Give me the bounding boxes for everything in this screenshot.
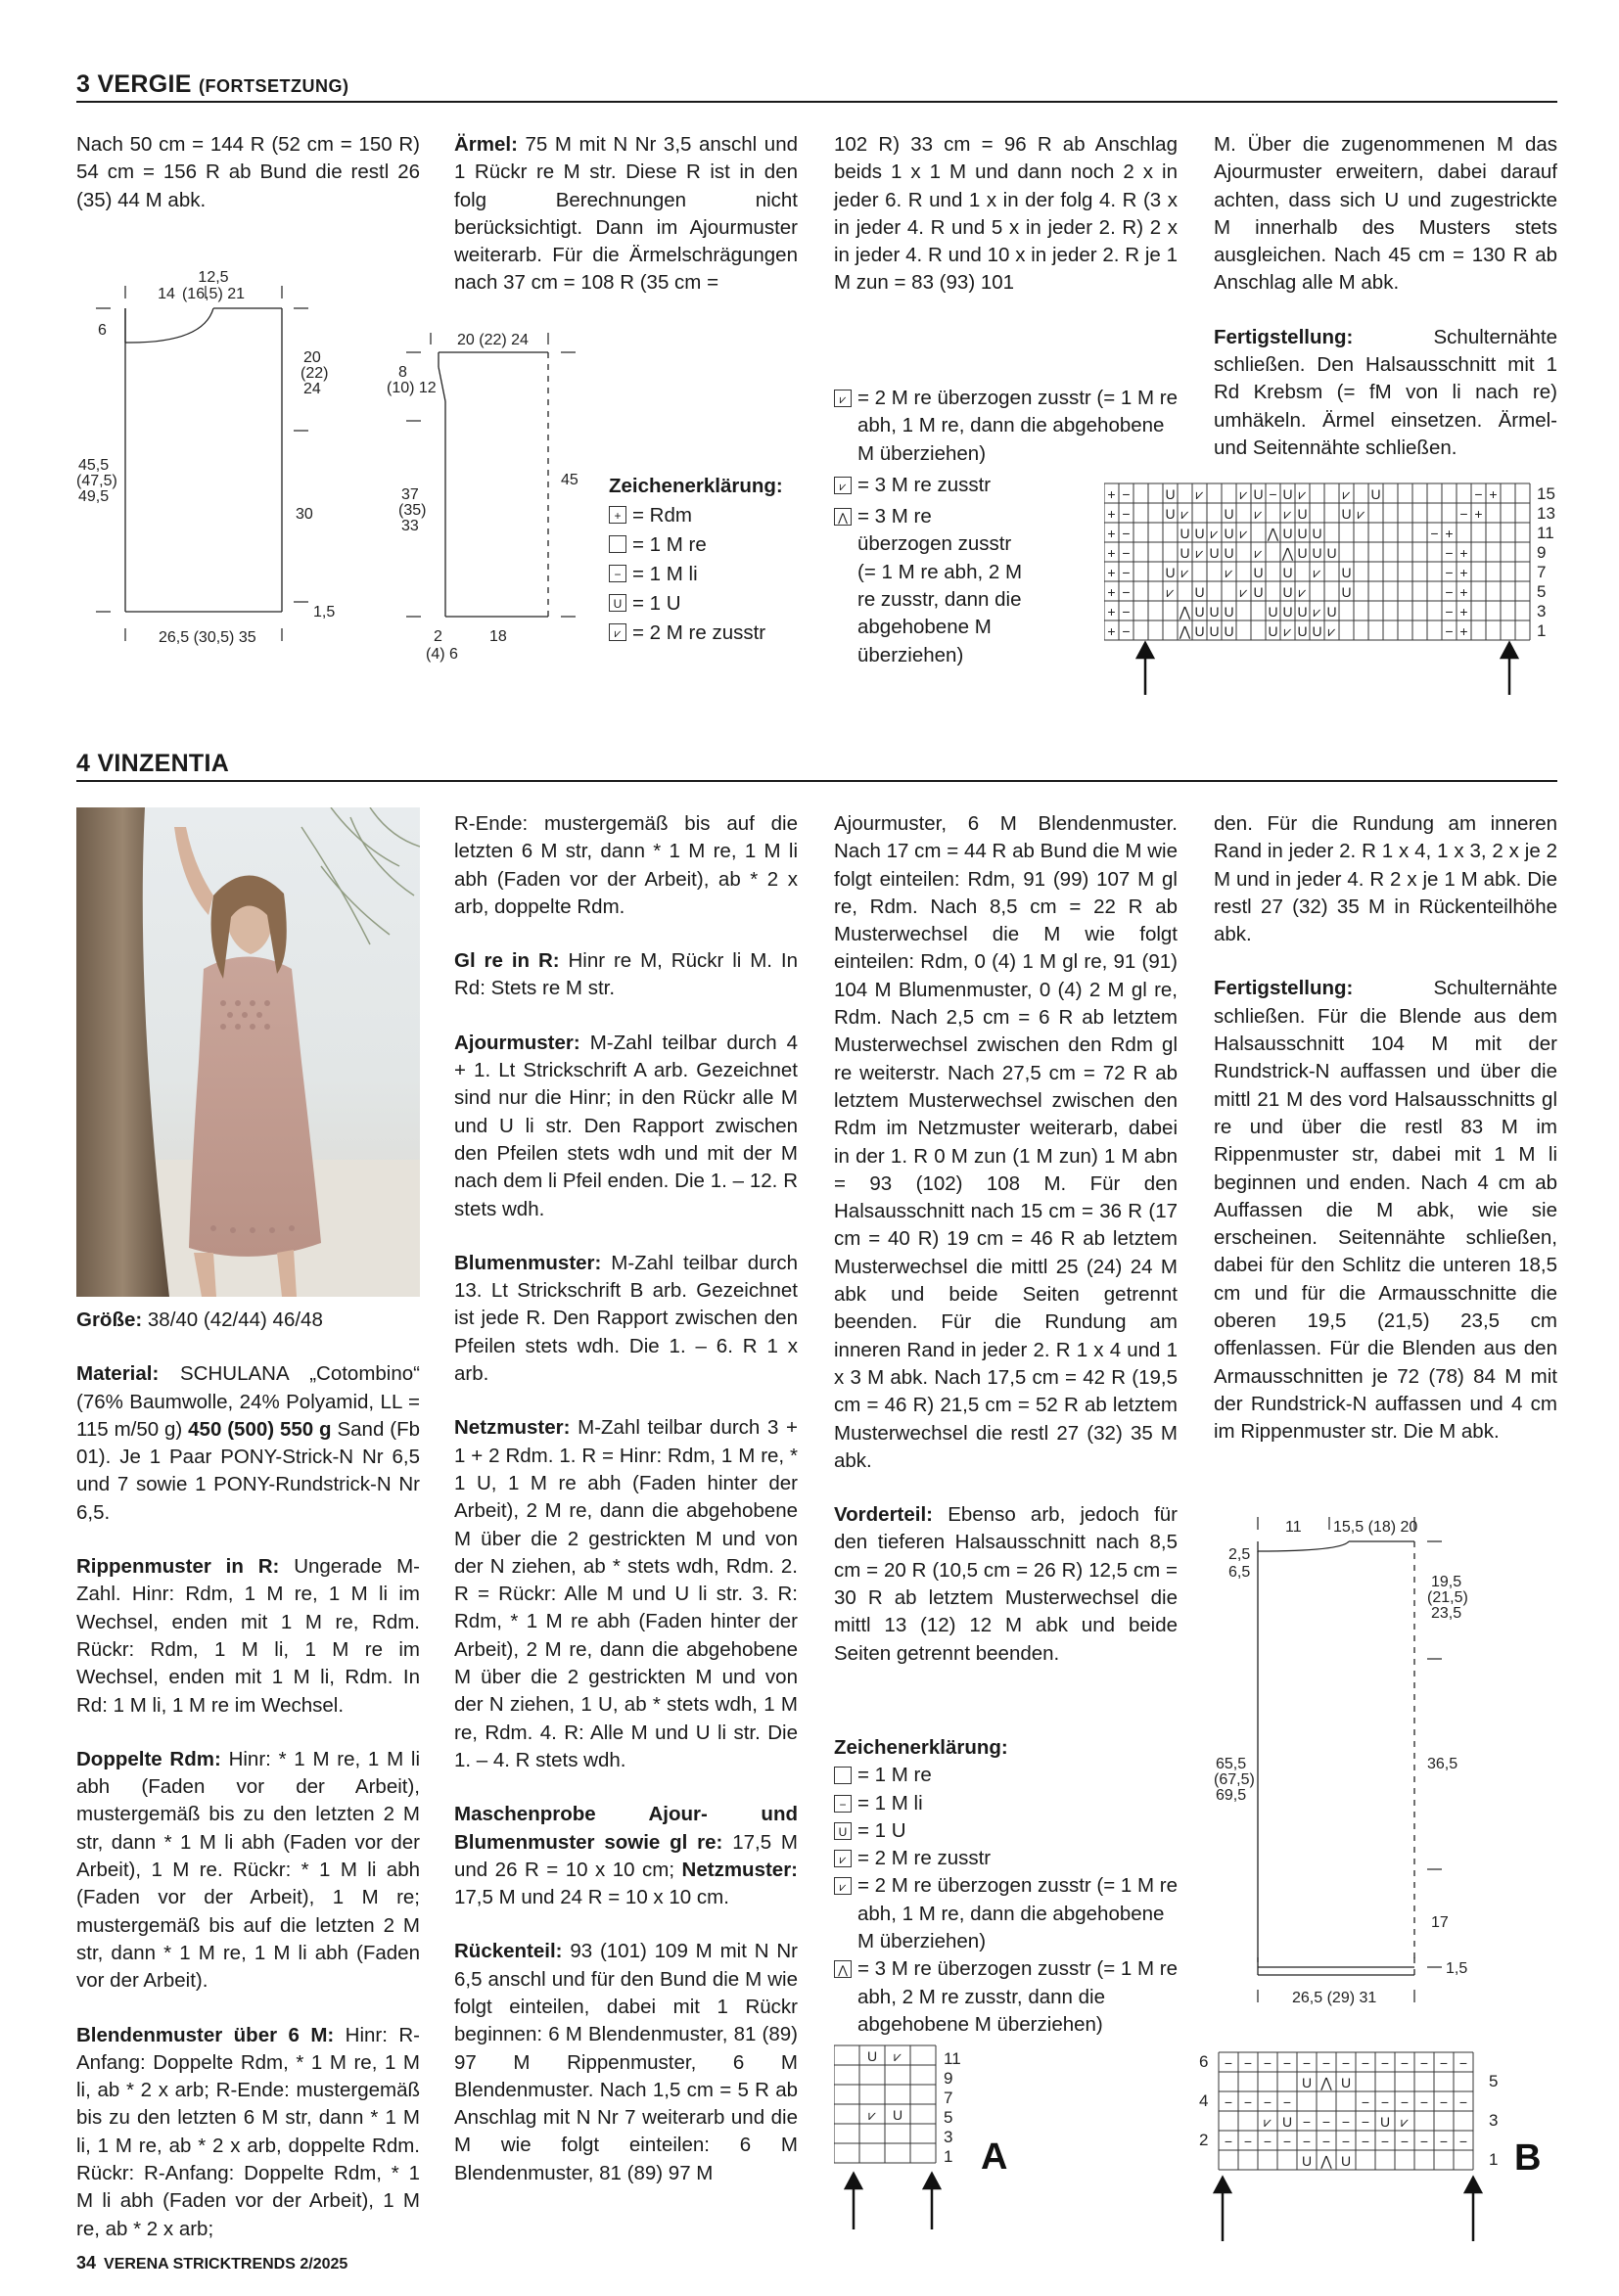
stitch-symbol: + <box>1459 545 1468 561</box>
legend-item: = 3 M re zusstr <box>857 473 992 496</box>
k2tog-icon: ⩗ <box>609 623 626 641</box>
stitch-symbol: ⩗ <box>1264 2114 1272 2130</box>
dim: 45,5 <box>78 457 110 474</box>
row-number: 1 <box>1537 621 1547 640</box>
stitch-symbol: ⩗ <box>1195 545 1204 561</box>
stitch-symbol: − <box>1380 2094 1390 2110</box>
dim: 1,5 <box>313 604 336 620</box>
purl-icon: − <box>834 1795 852 1813</box>
s4-legend <box>834 1734 1179 2039</box>
dim: (47,5) <box>76 473 117 489</box>
dim: 1,5 <box>1446 1960 1468 1977</box>
s4-col3: Ajourmuster, 6 M Blendenmuster. Nach 17 cm = 44 R ab Bund die M wie folgt einteilen: Rdm, 91 (99) 107 M gl re, Rdm. Nach 8,5 cm = 22 R ab Musterwechsel die M wie folgt einteilen: Rdm, 0 (4) 1 M gl re, 91 (91) 104 M Blumenmuster, 0 (4) 2 M gl re, Rdm. Nach 2,5 cm = 6 R ab letztem Musterwechsel zwischen den Rdm gl re weiterstr. Nach 27,5 cm = 72 R ab letztem Musterwechsel zwischen den Rdm im Netzmuster weiterarb, dabei in der 1. R 0 M zun (1 M zun) 1 M abn = 93 (102) 108 M. Für den Halsausschnitt nach 15 cm = 36 R (17 cm = 40 R) 19 cm = 46 R ab letztem Musterwechsel die mittl 25 (24) 24 M abk und beide Seiten getrennt beenden. Für die Rundung am inneren Rand in jeder 2. R 1 x 4 und 1 x 3 M abk. Nach 17,5 cm = 42 R (19,5 cm = 46 R) 21,5 cm = 52 R ab letztem Musterwechsel die restl 27 (32) 35 M abk. Vorderteil: Ebenso arb, jedoch für den tieferen Halsausschnitt nach 8,5 cm = 20 R (10,5 cm = 26 R) 12,5 cm = 30 R ab letztem Musterwechsel die mittl 13 (12) 12 M abk und beide Seiten getrennt beenden. <box>834 812 1178 1665</box>
stitch-symbol: − <box>1380 2134 1390 2149</box>
stitch-symbol: − <box>1380 2055 1390 2071</box>
stitch-symbol: − <box>1400 2094 1410 2110</box>
stitch-symbol: − <box>1361 2134 1370 2149</box>
s4-body-diagram <box>1214 1512 1537 1962</box>
row-number: 5 <box>944 2108 953 2127</box>
dim: 33 <box>401 518 419 534</box>
stitch-symbol: − <box>1445 623 1454 639</box>
stitch-symbol: U <box>1194 584 1205 600</box>
stitch-symbol: ⩗ <box>1298 486 1307 502</box>
legend-item: = 2 M re zusstr <box>857 1847 992 1870</box>
dim: (67,5) <box>1214 1771 1255 1788</box>
stitch-symbol: − <box>1122 604 1131 620</box>
stitch-symbol: U <box>1165 486 1176 502</box>
stitch-symbol: − <box>1474 486 1483 502</box>
row-number: 11 <box>1537 524 1554 542</box>
stitch-symbol: ⩗ <box>1180 565 1189 580</box>
stitch-symbol: U <box>1301 2153 1313 2169</box>
dim: 36,5 <box>1427 1756 1458 1772</box>
stitch-symbol: U <box>1282 565 1293 580</box>
dim: 24 <box>303 381 321 397</box>
stitch-symbol: U <box>1209 604 1220 620</box>
stitch-symbol: ⩗ <box>1254 506 1263 522</box>
stitch-symbol: ⩗ <box>894 2048 902 2064</box>
stitch-symbol: + <box>1459 623 1468 639</box>
stitch-symbol: ⩗ <box>1239 584 1248 600</box>
stitch-symbol: − <box>1122 526 1131 541</box>
stitch-symbol: − <box>1122 506 1131 522</box>
stitch-symbol: ⩗ <box>868 2107 876 2123</box>
stitch-symbol: ⋀ <box>1281 545 1294 561</box>
stitch-symbol: − <box>1445 545 1454 561</box>
section-rule <box>76 780 1557 782</box>
stitch-symbol: − <box>1269 486 1277 502</box>
stitch-symbol: − <box>1302 2055 1312 2071</box>
stitch-symbol: U <box>1297 545 1308 561</box>
stitch-symbol: − <box>1224 2055 1233 2071</box>
stitch-symbol: − <box>1263 2134 1272 2149</box>
stitch-symbol: U <box>1297 506 1308 522</box>
stitch-symbol: − <box>1419 2134 1429 2149</box>
stitch-symbol: − <box>1224 2134 1233 2149</box>
stitch-symbol: − <box>1458 2094 1468 2110</box>
yarn-over-icon: U <box>609 594 626 612</box>
stitch-symbol: − <box>1430 526 1439 541</box>
legend-item: = 1 M li <box>632 563 698 585</box>
stitch-symbol: U <box>1253 486 1264 502</box>
sk2p-icon: ⋀ <box>834 508 852 526</box>
row-number: 5 <box>1537 582 1547 601</box>
dim: 69,5 <box>1216 1787 1247 1804</box>
stitch-symbol: − <box>1302 2134 1312 2149</box>
stitch-symbol: + <box>1107 506 1116 522</box>
sk2p-icon: ⋀ <box>834 1960 852 1978</box>
stitch-symbol: ⩗ <box>1225 565 1233 580</box>
dim: 37 <box>401 486 419 503</box>
stitch-symbol: + <box>1107 623 1116 639</box>
stitch-symbol: + <box>1107 604 1116 620</box>
stitch-symbol: ⩗ <box>1342 486 1351 502</box>
stitch-symbol: ⩗ <box>1210 526 1219 541</box>
stitch-symbol: U <box>1224 604 1234 620</box>
stitch-symbol: U <box>1281 2114 1293 2130</box>
stitch-symbol: ⩗ <box>1357 506 1365 522</box>
stitch-symbol: − <box>1263 2094 1272 2110</box>
magazine-name: VERENA STRICKTRENDS 2/2025 <box>104 2256 348 2273</box>
dim: 26,5 (29) 31 <box>1292 1990 1377 2006</box>
row-number: 13 <box>1537 504 1555 523</box>
stitch-symbol: ⩗ <box>1283 506 1292 522</box>
dim: (35) <box>398 502 427 519</box>
stitch-symbol: − <box>1263 2055 1272 2071</box>
model-photo <box>76 807 420 1297</box>
legend-item: = 1 U <box>857 1818 906 1842</box>
stitch-symbol: U <box>1341 584 1352 600</box>
chart-a <box>834 2043 1040 2249</box>
dim: 45 <box>561 472 578 488</box>
stitch-symbol: − <box>1122 623 1131 639</box>
stitch-symbol: − <box>1243 2134 1253 2149</box>
stitch-symbol: − <box>1439 2094 1449 2110</box>
stitch-symbol: − <box>1341 2114 1351 2130</box>
stitch-symbol: − <box>1282 2055 1292 2071</box>
stitch-symbol: − <box>1361 2114 1370 2130</box>
stitch-symbol: U <box>1282 604 1293 620</box>
stitch-symbol: U <box>892 2107 903 2123</box>
stitch-symbol: U <box>1224 623 1234 639</box>
stitch-symbol: U <box>1194 526 1205 541</box>
stitch-symbol: − <box>1445 565 1454 580</box>
stitch-symbol: ⋀ <box>1179 623 1191 639</box>
chart-b <box>1199 2050 1561 2256</box>
stitch-symbol: − <box>1243 2094 1253 2110</box>
stitch-symbol: ⋀ <box>1179 604 1191 620</box>
stitch-symbol: − <box>1361 2055 1370 2071</box>
s4-col2: R-Ende: mustergemäß bis auf die letzten 6 M str, dann * 1 M re, 1 M li abh (Faden vor der Arbeit), ab * 2 x arb, doppelte Rdm. Gl re in R: Hinr re M, Rückr li M. In Rd: Stets re M str. Ajourmuster: M-Zahl teilbar durch 4 + 1. Lt Strickschrift A arb. Gezeichnet sind nur die Hinr; in den Rückr alle M und U li str. Den Rapport zwischen den Pfeilen stets wdh und mit der M nach dem li Pfeil enden. Die 1. – 12. R stets wdh. Blumenmuster: M-Zahl teilbar durch 13. Lt Strickschrift B arb. Gezeichnet ist jede R. Den Rapport zwischen den Pfeilen stets wdh. Die 1. – 6. R 1 x arb. Netzmuster: M-Zahl teilbar durch 3 + 1 + 2 Rdm. 1. R = Hinr: Rdm, 1 M re, * 1 U, 1 M re abh (Faden hinter der Arbeit), 2 M re, dann die abgehobene M über die 2 gestrickten M und von der N ziehen, ab * stets wdh, Rdm. 2. R = Rückr: Alle M und U li str. 3. R: Rdm, * 1 M re abh (Faden hinter der Arbeit), 2 M re, dann die abgehobene M über die 2 gestrickten M und von der N ziehen, 1 U, ab * stets wdh, 1 M re, Rdm. 4. R: Alle M und U li str. Die 1. – 4. R stets wdh. Maschenprobe Ajour- und Blumenmuster sowie gl re: 17,5 M und 26 R = 10 x 10 cm; Netzmuster: 17,5 M und 24 R = 10 x 10 cm. Rückenteil: 93 (101) 109 M mit N Nr 6,5 anschl und für den Bund die M wie folgt einteilen, dabei mit 1 Rückr beginnen: 6 M Blendenmuster, 81 (89) 97 M Rippenmuster, 6 M Blendenmuster. Nach 1,5 cm = 5 R ab Anschlag mit N Nr 7 weiterarb und die M wie folgt einteilen: 6 M Blendenmuster, 81 (89) 97 M <box>454 812 798 2184</box>
s4-col4: den. Für die Rundung am inneren Rand in jeder 2. R 1 x 4, 1 x 3, 2 x je 2 M und in jeder 4. R 2 x je 1 M abk. Die restl 27 (32) 35 M in Rückenteilhöhe abk. Fertigstellung: Schulternähte schließen. Für die Blende aus dem Halsausschnitt 104 M mit der Rundstrick-N auffassen und über die mittl 21 M des vord Halsausschnitts gl re und über die restl 83 M im Rippenmuster str, dabei mit 1 M li beginnen und enden. Nach 4 cm ab Auffassen die M abk, wie sie erscheinen. Seitennähte schließen, dabei für den Schlitz die unteren 18,5 cm und für die Armausschnitte die oberen 19,5 (21,5) 23,5 cm offenlassen. Für die Blenden aus den Armausschnitten je 72 (78) 84 M mit der Rundstrick-N auffassen und 4 cm im Rippenmuster str. Die M abk. <box>1214 812 1557 1444</box>
stitch-symbol: U <box>1312 526 1322 541</box>
dim: (16,5) 21 <box>181 286 246 302</box>
stitch-symbol: + <box>1107 565 1116 580</box>
stitch-symbol: ⩗ <box>1313 604 1321 620</box>
stitch-symbol: + <box>1474 506 1483 522</box>
stitch-symbol: − <box>1122 584 1131 600</box>
stitch-symbol: + <box>1107 486 1116 502</box>
legend-item: = 1 U <box>632 592 681 615</box>
stitch-symbol: − <box>1419 2094 1429 2110</box>
stitch-symbol: − <box>1458 2134 1468 2149</box>
stitch-symbol: + <box>1459 604 1468 620</box>
stitch-symbol: − <box>1459 506 1468 522</box>
s3-col4: M. Über die zugenommenen M das Ajourmuster erweitern, dabei darauf achten, dass sich U und zugestrickte M innerhalb des Musters stets ausgleichen. Nach 45 cm = 130 R ab Anschlag alle M abk. Fertigstellung: Schulternähte schließen. Den Halsausschnitt mit 1 Rd Krebsm (= fM von li nach re) umhäkeln. Ärmel einsetzen. Ärmel- und Seitennähte schließen. <box>1214 133 1557 459</box>
stitch-symbol: − <box>1341 2055 1351 2071</box>
stitch-symbol: − <box>1122 565 1131 580</box>
dim: 12,5 <box>198 269 229 286</box>
row-number: 7 <box>944 2089 953 2107</box>
dim: 14 <box>158 286 175 302</box>
s3-col1: Nach 50 cm = 144 R (52 cm = 150 R) 54 cm = 156 R ab Bund die restl 26 (35) 44 M abk. <box>76 133 420 211</box>
stitch-symbol: U <box>1268 604 1278 620</box>
dim: (10) 12 <box>387 380 437 396</box>
dim: 49,5 <box>78 488 110 505</box>
stitch-symbol: U <box>866 2048 878 2064</box>
section-title: 3 VERGIE (FORTSETZUNG) <box>76 70 349 98</box>
dim: 23,5 <box>1431 1605 1462 1622</box>
legend-title: Zeichenerklärung: <box>834 1736 1008 1759</box>
k2tog-icon: ⩗ <box>834 1850 852 1867</box>
section-title: 4 VINZENTIA <box>76 750 230 777</box>
stitch-symbol: U <box>1224 526 1234 541</box>
dim: 11 <box>1285 1519 1302 1536</box>
stitch-symbol: − <box>1361 2094 1370 2110</box>
ssk-icon: ⩗ <box>834 390 852 407</box>
dim: (21,5) <box>1427 1589 1468 1606</box>
dim: (22) <box>301 365 329 382</box>
stitch-symbol: + <box>1107 545 1116 561</box>
row-number: 4 <box>1199 2091 1209 2110</box>
stitch-symbol: − <box>1400 2134 1410 2149</box>
stitch-symbol: − <box>1445 604 1454 620</box>
stitch-symbol: ⩗ <box>1254 545 1263 561</box>
stitch-symbol: − <box>1122 486 1131 502</box>
section-rule <box>76 101 1557 103</box>
stitch-symbol: U <box>1165 506 1176 522</box>
stitch-symbol: U <box>1341 565 1352 580</box>
stitch-symbol: U <box>1297 623 1308 639</box>
stitch-symbol: ⩗ <box>1195 486 1204 502</box>
stitch-symbol: + <box>1459 565 1468 580</box>
stitch-symbol: ⩗ <box>1239 486 1248 502</box>
row-number: 3 <box>1537 602 1547 620</box>
dim: 17 <box>1431 1914 1449 1931</box>
s3-body-diagram <box>76 264 360 656</box>
stitch-symbol: U <box>1253 565 1264 580</box>
stitch-symbol: − <box>1282 2094 1292 2110</box>
stitch-symbol: U <box>1282 526 1293 541</box>
stitch-symbol: U <box>1340 2075 1352 2090</box>
legend-item: = 2 M re zusstr <box>632 621 766 644</box>
legend-item: = 1 M li <box>857 1791 923 1814</box>
stitch-symbol: U <box>1379 2114 1391 2130</box>
stitch-symbol: − <box>1282 2134 1292 2149</box>
stitch-symbol: − <box>1321 2114 1331 2130</box>
stitch-symbol: + <box>1445 526 1454 541</box>
row-number: 1 <box>1489 2150 1499 2169</box>
stitch-symbol: ⋀ <box>1267 526 1279 541</box>
s3-col2: Ärmel: 75 M mit N Nr 3,5 anschl und 1 Rückr re M str. Diese R ist in den folg Berechnungen nicht berücksichtigt. Dann im Ajourmuster weiterarb. Für die Ärmelschrägungen nach 37 cm = 108 R (35 cm = <box>454 133 798 295</box>
stitch-symbol: + <box>1459 584 1468 600</box>
dim: 20 <box>303 349 321 366</box>
dim: 2 <box>434 628 442 645</box>
legend-item: = 1 M re <box>857 1764 932 1787</box>
knit-icon <box>609 535 626 553</box>
stitch-symbol: + <box>1107 526 1116 541</box>
dim: 18 <box>489 628 507 645</box>
s3-sleeve-diagram <box>387 323 582 675</box>
dim: 19,5 <box>1431 1574 1462 1590</box>
yarn-over-icon: U <box>834 1822 852 1840</box>
stitch-symbol: ⩗ <box>1327 623 1336 639</box>
stitch-symbol: ⋀ <box>1320 2153 1332 2169</box>
row-number: 3 <box>944 2128 953 2146</box>
stitch-symbol: ⩗ <box>1166 584 1175 600</box>
stitch-symbol: ⩗ <box>1239 526 1248 541</box>
stitch-symbol: U <box>1312 545 1322 561</box>
stitch-symbol: U <box>1209 623 1220 639</box>
stitch-symbol: − <box>1321 2134 1331 2149</box>
k3tog-icon: ⩗ <box>834 477 852 494</box>
dim: 2,5 <box>1228 1546 1251 1563</box>
stitch-symbol: − <box>1341 2134 1351 2149</box>
stitch-symbol: U <box>1194 604 1205 620</box>
ssk-icon: ⩗ <box>834 1877 852 1895</box>
row-number: 15 <box>1537 484 1555 503</box>
row-number: 3 <box>1489 2111 1499 2130</box>
chart-label: A <box>981 2136 1008 2178</box>
row-number: 7 <box>1537 563 1547 581</box>
stitch-symbol: U <box>1224 506 1234 522</box>
dim: 30 <box>296 506 313 523</box>
page-footer <box>76 2253 347 2273</box>
stitch-symbol: U <box>1209 545 1220 561</box>
legend-item: = 1 M re <box>632 533 707 556</box>
stitch-symbol: − <box>1302 2114 1312 2130</box>
stitch-symbol: U <box>1224 545 1234 561</box>
row-number: 6 <box>1199 2052 1209 2071</box>
stitch-symbol: ⩗ <box>1283 623 1292 639</box>
dim: 15,5 (18) 20 <box>1333 1519 1418 1536</box>
stitch-symbol: − <box>1224 2094 1233 2110</box>
stitch-symbol: U <box>1180 526 1190 541</box>
stitch-symbol: U <box>1341 506 1352 522</box>
row-number: 5 <box>1489 2072 1499 2090</box>
row-number: 9 <box>1537 543 1547 562</box>
stitch-symbol: U <box>1326 545 1337 561</box>
edge-stitch-icon: + <box>609 506 626 524</box>
stitch-symbol: − <box>1458 2055 1468 2071</box>
legend-item: = 3 M re überzogen zusstr (= 1 M re abh, 2 M re zusstr, dann die abgehobene M überziehen) <box>857 1957 1178 2036</box>
stitch-symbol: − <box>1400 2055 1410 2071</box>
stitch-symbol: − <box>1243 2055 1253 2071</box>
legend-item: = Rdm <box>632 504 692 527</box>
stitch-symbol: ⩗ <box>1180 506 1189 522</box>
stitch-symbol: + <box>1489 486 1498 502</box>
stitch-symbol: U <box>1253 584 1264 600</box>
s3-col3: 102 R) 33 cm = 96 R ab Anschlag beids 1 x 1 M und dann noch 2 x in jeder 6. R und 1 x in der folg 4. R (3 x in jeder 4. R und 5 x in jeder 2. R) 2 x in jeder 4. R und 10 x in jeder 2. R je 1 M zun = 83 (93) 101 <box>834 133 1178 295</box>
stitch-symbol: − <box>1439 2055 1449 2071</box>
dim: (4) 6 <box>426 646 458 663</box>
stitch-symbol: U <box>1312 623 1322 639</box>
dim: 6,5 <box>1228 1564 1251 1581</box>
stitch-symbol: U <box>1282 584 1293 600</box>
stitch-symbol: + <box>1107 584 1116 600</box>
stitch-symbol: U <box>1180 545 1190 561</box>
chart-label: B <box>1514 2137 1542 2179</box>
dim: 8 <box>398 364 407 381</box>
legend-item: = 3 M re überzogen zusstr (= 1 M re abh, 2 M re zusstr, dann die abgehobene M überziehen) <box>857 505 1023 666</box>
purl-icon: − <box>609 565 626 582</box>
stitch-symbol: U <box>1370 486 1381 502</box>
dim: 6 <box>98 322 107 339</box>
stitch-symbol: − <box>1419 2055 1429 2071</box>
stitch-symbol: U <box>1297 526 1308 541</box>
row-number: 9 <box>944 2069 953 2088</box>
knit-icon <box>834 1767 852 1784</box>
stitch-symbol: U <box>1282 486 1293 502</box>
row-number: 2 <box>1199 2131 1209 2149</box>
stitch-symbol: U <box>1326 604 1337 620</box>
s4-col1: Größe: 38/40 (42/44) 46/48 Material: SCHULANA „Cotombino“ (76% Baumwolle, 24% Polyamid, LL = 115 m/50 g) 450 (500) 550 g Sand (Fb 01). Je 1 Paar PONY-Strick-N Nr 6,5 und 7 sowie 1 PONY-Rundstrick-N Nr 6,5. Rippenmuster in R: Ungerade M-Zahl. Hinr: Rdm, 1 M re, 1 M li im Wechsel, enden mit 1 M re, Rdm. Rückr: Rdm, 1 M li, 1 M re im Wechsel, enden mit 1 M li, Rdm. In Rd: 1 M li, 1 M re im Wechsel. Doppelte Rdm: Hinr: * 1 M re, 1 M li abh (Faden vor der Arbeit), mustergemäß bis zu den letzten 2 M str, dann * 1 M li abh (Faden vor der Arbeit), 1 M re. Rückr: * 1 M li abh (Faden vor der Arbeit), 1 M re; mustergemäß bis auf die letzten 2 M str, dann * 1 M re, 1 M li abh (Faden vor der Arbeit). Blendenmuster über 6 M: Hinr: R-Anfang: Doppelte Rdm, * 1 M re, 1 M li, ab * 2 x arb; R-Ende: mustergemäß bis zu den letzten 6 M str, dann * 1 M li, 1 M re, ab * 2 x arb, doppelte Rdm. Rückr: R-Anfang: Doppelte Rdm, * 1 M li abh (Faden vor der Arbeit), 1 M re, ab * 2 x arb; <box>76 1309 421 2240</box>
s4-body-diagram-bottom <box>1214 1957 1537 2016</box>
s3-stitch-chart <box>1104 482 1564 697</box>
dim: 26,5 (30,5) 35 <box>159 629 256 646</box>
stitch-symbol: U <box>1165 565 1176 580</box>
stitch-symbol: − <box>1321 2055 1331 2071</box>
legend-item: = 2 M re überzogen zusstr (= 1 M re abh, 1 M re, dann die abgehobene M überziehen) <box>857 387 1178 465</box>
stitch-symbol: ⩗ <box>1298 584 1307 600</box>
stitch-symbol: ⩗ <box>1401 2114 1409 2130</box>
row-number: 11 <box>944 2049 961 2068</box>
stitch-symbol: ⋀ <box>1320 2075 1332 2090</box>
legend-item: = 2 M re überzogen zusstr (= 1 M re abh, 1 M re, dann die abgehobene M überziehen) <box>857 1874 1178 1953</box>
stitch-symbol: U <box>1268 623 1278 639</box>
s3-legend <box>609 472 805 648</box>
stitch-symbol: U <box>1297 604 1308 620</box>
stitch-symbol: U <box>1340 2153 1352 2169</box>
row-number: 1 <box>944 2147 953 2166</box>
stitch-symbol: − <box>1445 584 1454 600</box>
legend-title: Zeichenerklärung: <box>609 475 783 497</box>
stitch-symbol: − <box>1122 545 1131 561</box>
page-number: 34 <box>76 2253 97 2273</box>
stitch-symbol: − <box>1439 2134 1449 2149</box>
stitch-symbol: U <box>1194 623 1205 639</box>
stitch-symbol: U <box>1301 2075 1313 2090</box>
dim: 20 (22) 24 <box>457 332 529 348</box>
stitch-symbol: ⩗ <box>1313 565 1321 580</box>
dim: 65,5 <box>1216 1756 1247 1772</box>
